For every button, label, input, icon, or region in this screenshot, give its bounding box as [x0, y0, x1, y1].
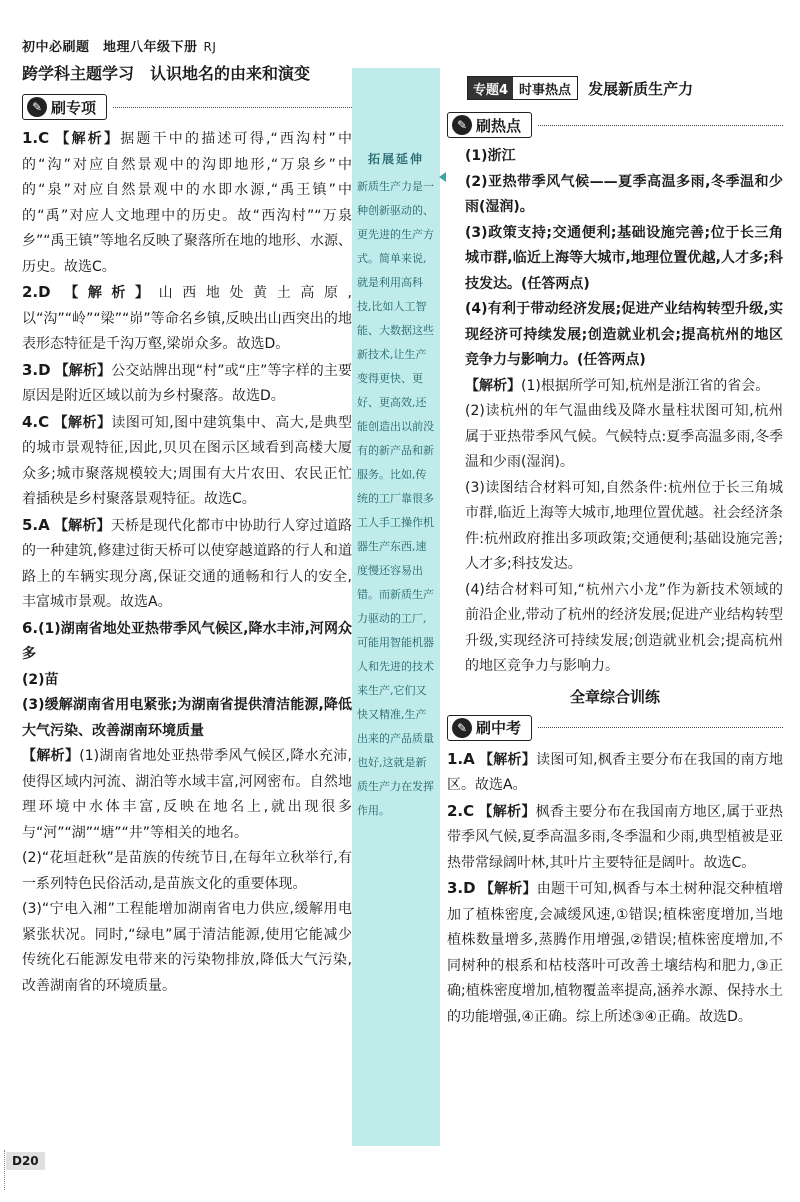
hot-topic-badge — [447, 112, 532, 138]
dotted-rule — [538, 727, 783, 728]
chapter-title: 全章综合训练 — [569, 687, 660, 706]
topic-label-box — [467, 76, 578, 100]
page-number: D20 — [6, 1152, 45, 1170]
q6-explain-3: (3)“宁电入湘”工程能增加湖南省电力供应,缓解用电紧张状况。同时,“绿电”属于清洁能源,使用它能减少传统化石能源发电带来的污染物排放,降低大气污染,改善湖南省的环境质量。 — [22, 901, 352, 994]
topic-header — [467, 76, 783, 100]
hot-explain-3: (3)读图结合材料可知,自然条件:杭州位于长三角城市群,临近上海等大城市,地理位置优越。社会经济条件:杭州政府推出多项政策;交通便利;基础设施完善;人才多;科技发达。 — [465, 479, 783, 572]
topic-title: 发展新质生产力 — [588, 79, 694, 98]
badge-label: 刷热点 — [476, 116, 522, 135]
q6-answer-3: (3)缓解湖南省用电紧张;为湖南省提供清洁能源,降低大气污染、改善湖南环境质量 — [22, 697, 352, 739]
exam-item-2: 2.C 【解析】枫香主要分布在我国南方地区,属于亚热带季风气候,夏季高温多雨,冬季温和少雨,典型植被是亚热带常绿阔叶林,其叶片主要特征是阔叶。故选C。 — [447, 801, 783, 871]
hot-answer-3: (3)政策支持;交通便利;基础设施完善;位于长三角城市群,临近上海等大城市,地理位置优越,人才多;科技发达。(任答两点) — [465, 224, 783, 292]
pointer-arrow-icon — [439, 172, 446, 182]
exam-item-1: 1.A 【解析】读图可知,枫香主要分布在我国的南方地区。故选A。 — [447, 749, 784, 793]
exam-badge — [447, 715, 532, 741]
q6-explain-2: (2)“花垣赶秋”是苗族的传统节日,在每年立秋举行,有一系列特色民俗活动,是苗族文化的重要体现。 — [22, 850, 352, 892]
extension-text: 新质生产力是一种创新驱动的、更先进的生产方式。简单来说,就是利用高科技,比如人工智能、大数据这些新技术,让生产变得更快、更好、更高效,还能创造出以前没有的新产品和新服务。比如,传统的工厂靠很多工人手工操作机器生产东西,速度慢还容易出错。而新质生产力驱动的工厂,可能用智能机器人和先进的技术来生产,它们又快又精准,生产出来的产品质量也好,这就是新质生产力在发挥作用。 — [357, 180, 434, 817]
hot-answer-2: (2)亚热带季风气候——夏季高温多雨,冬季温和少雨(湿润)。 — [465, 173, 783, 215]
q6-number: 6. — [22, 618, 39, 637]
badge-row — [447, 715, 783, 741]
q6-answer-1: (1)湖南省地处亚热带季风气候区,降水丰沛,河网众多 — [22, 620, 352, 662]
badge-label: 刷中考 — [476, 719, 522, 737]
book-icon: ✎ — [452, 718, 472, 738]
topic-type: 时事热点 — [513, 77, 577, 99]
extension-title: 拓展延伸 — [367, 152, 424, 166]
hot-explain-1: (1)根据所学可知,杭州是浙江省的省会。 — [521, 377, 770, 394]
exam-item-3: 3.D 【解析】由题干可知,枫香与本土树种混交种植增加了植株密度,会减缓风速,①错误;植株密度增加,当地植株数量增多,蒸腾作用增强,②错误;植株密度增加,不同树种的根系和枯枝落叶可改善土壤结构和肥力,③正确;植株密度增加,植物覆盖率提高,涵养水源、保持水土的功能增强,④正确。综上所述③④正确。故选D。 — [447, 879, 784, 1025]
hot-answers: (1)浙江 (2)亚热带季风气候——夏季高温多雨,冬季温和少雨(湿润)。 (3)政策支持;交通便利;基础设施完善;位于长三角城市群,临近上海等大城市,地理位置优越,人才多;科技发达。(任答两点) (4)有利于带动经济发展;促进产业结构转型升级,实现经济可持续发展;创造就业机会;提高杭州的地区竞争力与影响力。(任答两点) 【解析】(1)根据所学可知,杭州是浙江省的省会。 (2)读杭州的年气温曲线及降水量柱状图可知,杭州属于亚热带季风气候。气候特点:夏季高温多雨,冬季温和少雨(湿润)。 (3)读图结合材料可知,自然条件:杭州位于长三角城市群,临近上海等大城市,地理位置优越。社会经济条件:杭州政府推出多项政策;交通便利;基础设施完善;人才多;科技发达。 (4)结合材料可知,“杭州六小龙”作为新技术领域的前沿企业,带动了杭州的经济发展;促进产业结构转型升级,实现经济可持续发展;创造就业机会;提高杭州的地区竞争力与影响力。 — [447, 144, 783, 680]
dotted-rule — [113, 107, 352, 108]
right-column — [447, 68, 783, 1030]
answer-item-2: 2.D 【解析】山西地处黄土高原,以“沟”“岭”“梁”“峁”等命名乡镇,反映出山西突出的地表形态特征是千沟万壑,梁峁众多。故选D。 — [22, 283, 353, 352]
answer-item-3: 3.D 【解析】公交站牌出现“村”或“庄”等字样的主要原因是附近区域以前为乡村聚落。故选D。 — [22, 360, 353, 404]
special-practice-badge — [22, 94, 107, 120]
book-icon: ✎ — [452, 115, 472, 135]
dotted-rule — [538, 125, 783, 126]
answer-item-6: 6.(1)湖南省地处亚热带季风气候区,降水丰沛,河网众多 (2)苗 (3)缓解湖南省用电紧张;为湖南省提供清洁能源,降低大气污染、改善湖南环境质量 【解析】(1)湖南省地处亚热带季风气候区,降水充沛,使得区域内河流、湖泊等水域丰富,河网密布。自然地理环境中水体丰富,反映在地名上,就出现很多与“河”“湖”“塘”“井”等相关的地名。 (2)“花垣赶秋”是苗族的传统节日,在每年立秋举行,有一系列特色民俗活动,是苗族文化的重要体现。 (3)“宁电入湘”工程能增加湖南省电力供应,缓解用电紧张状况。同时,“绿电”属于清洁能源,使用它能减少传统化石能源发电带来的污染物排放,降低大气污染,改善湖南省的环境质量。 — [22, 616, 352, 1000]
hot-answer-4: (4)有利于带动经济发展;促进产业结构转型升级,实现经济可持续发展;创造就业机会;提高杭州的地区竞争力与影响力。(任答两点) — [465, 301, 783, 368]
answer-item-4: 4.C 【解析】读图可知,图中建筑集中、高大,是典型的城市景观特征,因此,贝贝在图示区域看到高楼大厦众多;城市聚落规模较大;周围有大片农田、农民正忙着插秧是乡村聚落景观特征。故选C。 — [22, 412, 353, 507]
edition-label: RJ — [203, 40, 217, 54]
section-title: 跨学科主题学习 认识地名的由来和演变 — [22, 64, 311, 83]
answer-item-5: 5.A 【解析】天桥是现代化都市中协助行人穿过道路的一种建筑,修建过街天桥可以使穿越道路的行人和道路上的车辆实现分离,保证交通的通畅和行人的安全,丰富城市景观。故选A。 — [22, 515, 353, 610]
badge-row — [22, 94, 352, 120]
q6-explain-1: (1)湖南省地处亚热带季风气候区,降水充沛,使得区域内河流、湖泊等水域丰富,河网密布。自然地理环境中水体丰富,反映在地名上,就出现很多与“河”“湖”“塘”“井”等相关的地名。 — [22, 748, 352, 841]
running-header — [22, 36, 216, 55]
book-title: 初中必刷题 地理八年级下册 — [22, 40, 198, 55]
badge-label: 刷专项 — [51, 98, 97, 117]
hot-explain-2: (2)读杭州的年气温曲线及降水量柱状图可知,杭州属于亚热带季风气候。气候特点:夏季高温多雨,冬季温和少雨(湿润)。 — [465, 403, 783, 470]
topic-number: 专题4 — [468, 77, 513, 99]
left-column — [22, 62, 352, 999]
extension-sidebar — [352, 68, 440, 1146]
book-icon: ✎ — [27, 97, 47, 117]
hot-explain-4: (4)结合材料可知,“杭州六小龙”作为新技术领域的前沿企业,带动了杭州的经济发展;促进产业结构转型升级,实现经济可持续发展;创造就业机会;提高杭州的地区竞争力与影响力。 — [465, 581, 783, 674]
badge-row — [447, 112, 783, 138]
hot-answer-1: (1)浙江 — [465, 148, 516, 164]
answer-item-1: 1.C 【解析】据题干中的描述可得,“西沟村”中的“沟”对应自然景观中的沟即地形,“万泉乡”中的“泉”对应自然景观中的水即水源,“禹王镇”中的“禹”对应人文地理中的历史。故“西沟村”“万泉乡”“禹王镇”等地名反映了聚落所在地的地形、水源、历史。故选C。 — [22, 129, 352, 275]
q6-answer-2: (2)苗 — [22, 671, 59, 688]
